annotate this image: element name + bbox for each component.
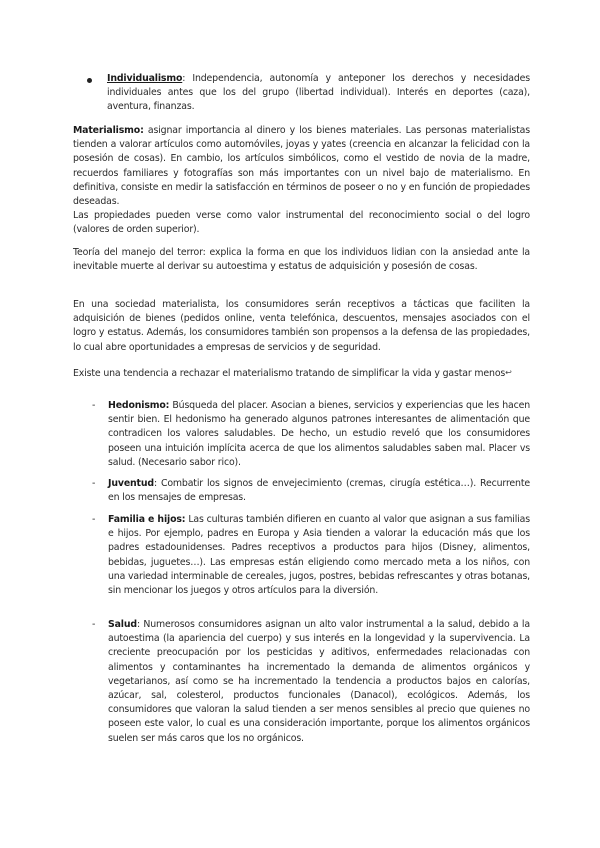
juventud-term: Juventud bbox=[108, 478, 154, 489]
juventud-text: : Combatir los signos de envejecimiento (cremas, cirugía estética…). Recurrente en los mensajes de empresas. bbox=[108, 478, 530, 504]
list-item-hedonismo bbox=[108, 399, 530, 470]
salud-text: : Numerosos consumidores asignan un alto valor instrumental a la salud, debido a la autoestima (la apariencia del cuerpo) y sus interés en la longevidad y la supervivencia. La creciente preocupación por los pesticidas y aditivos, enfermedades relacionadas con alimentos y contaminantes ha incrementado la demanda de alimentos orgánicos y vegetarianos, así como se ha incrementado la tendencia a productos bajos en calorías, azúcar, sal, colesterol, productos funcionales (Danacol), ecológicos. Además, los consumidores que valoran la salud tienden a ser menos sensibles al precio que quienes no poseen este valor, lo cual es una consideración importante, porque los alimentos orgánicos suelen ser más caros que los no orgánicos. bbox=[108, 619, 530, 744]
individualismo-paragraph bbox=[107, 72, 530, 115]
tendencia-text: Existe una tendencia a rechazar el materialismo tratando de simplificar la vida y gastar menos bbox=[73, 368, 506, 379]
individualismo-text: : Independencia, autonomía y anteponer los derechos y necesidades individuales antes que los del grupo (libertad individual). Interés en deportes (caza), aventura, finanzas. bbox=[107, 73, 530, 113]
individualismo-term: Individualismo bbox=[107, 73, 183, 84]
arrow-down-icon: ↩ bbox=[505, 368, 512, 377]
familia-term: Familia e hijos: bbox=[108, 514, 186, 525]
list-item-familia bbox=[108, 513, 530, 598]
sociedad-paragraph: En una sociedad materialista, los consumidores serán receptivos a tácticas que faciliten la adquisición de bienes (pedidos online, venta telefónica, descuentos, mensajes asociados con el logro y estatus. Además, los consumidores también son propensos a la defensa de las propiedades, lo cual abre oportunidades a empresas de servicios y de seguridad. bbox=[73, 299, 530, 353]
hedonismo-term: Hedonismo: bbox=[108, 400, 170, 411]
dash-marker: - bbox=[92, 478, 96, 489]
materialismo-term: Materialismo: bbox=[73, 125, 144, 136]
tendencia-paragraph bbox=[73, 366, 530, 381]
materialismo-text: asignar importancia al dinero y los bienes materiales. Las personas materialistas tienden a valorar artículos como automóviles, joyas y yates (creencia en alcanzar la felicidad con la posesión de cosas). En cambio, los artículos simbólicos, como el vestido de novia de la madre, recuerdos familiares y fotografías son más importantes con un nivel bajo de materialismo. En definitiva, consiste en medir la satisfacción en términos de poseer o no y en función de propiedades deseadas. bbox=[73, 125, 530, 208]
materialismo-extra: Las propiedades pueden verse como valor instrumental del reconocimiento social o del logro (valores de orden superior). bbox=[73, 210, 530, 236]
salud-term: Salud bbox=[108, 619, 137, 630]
hedonismo-text: Búsqueda del placer. Asocian a bienes, servicios y experiencias que les hacen sentir bien. El hedonismo ha generado algunos patrones interesantes de alimentación que contradicen los valores saludables. De hecho, un estudio reveló que los consumidores poseen una intuición implícita acerca de que los alimentos saludables saben mal. Placer vs salud. (Necesario sabor rico). bbox=[108, 400, 530, 468]
bullet-dot-icon bbox=[87, 78, 92, 83]
dash-marker: - bbox=[92, 400, 96, 411]
teoria-paragraph: Teoría del manejo del terror: explica la forma en que los individuos lidian con la ansiedad ante la inevitable muerte al derivar su autoestima y estatus de adquisición y posesión de cosas. bbox=[73, 247, 530, 273]
dash-marker: - bbox=[92, 619, 96, 630]
list-item-salud bbox=[108, 618, 530, 746]
familia-text: Las culturas también difieren en cuanto al valor que asignan a sus familias e hijos. Por ejemplo, padres en Europa y Asia tienden a valorar la educación más que los padres estadounidenses. Padres receptivos a productos para hijos (Disney, alimentos, bebidas, juguetes…). Las empresas están eligiendo como mercado meta a los niños, con una variedad interminable de cereales, jugos, postres, bebidas refrescantes y otras botanas, sin mencionar los juegos y otros artículos para la diversión. bbox=[108, 514, 531, 597]
materialismo-paragraph bbox=[73, 124, 530, 238]
list-item-juventud bbox=[108, 477, 530, 505]
dash-marker: - bbox=[92, 514, 96, 525]
